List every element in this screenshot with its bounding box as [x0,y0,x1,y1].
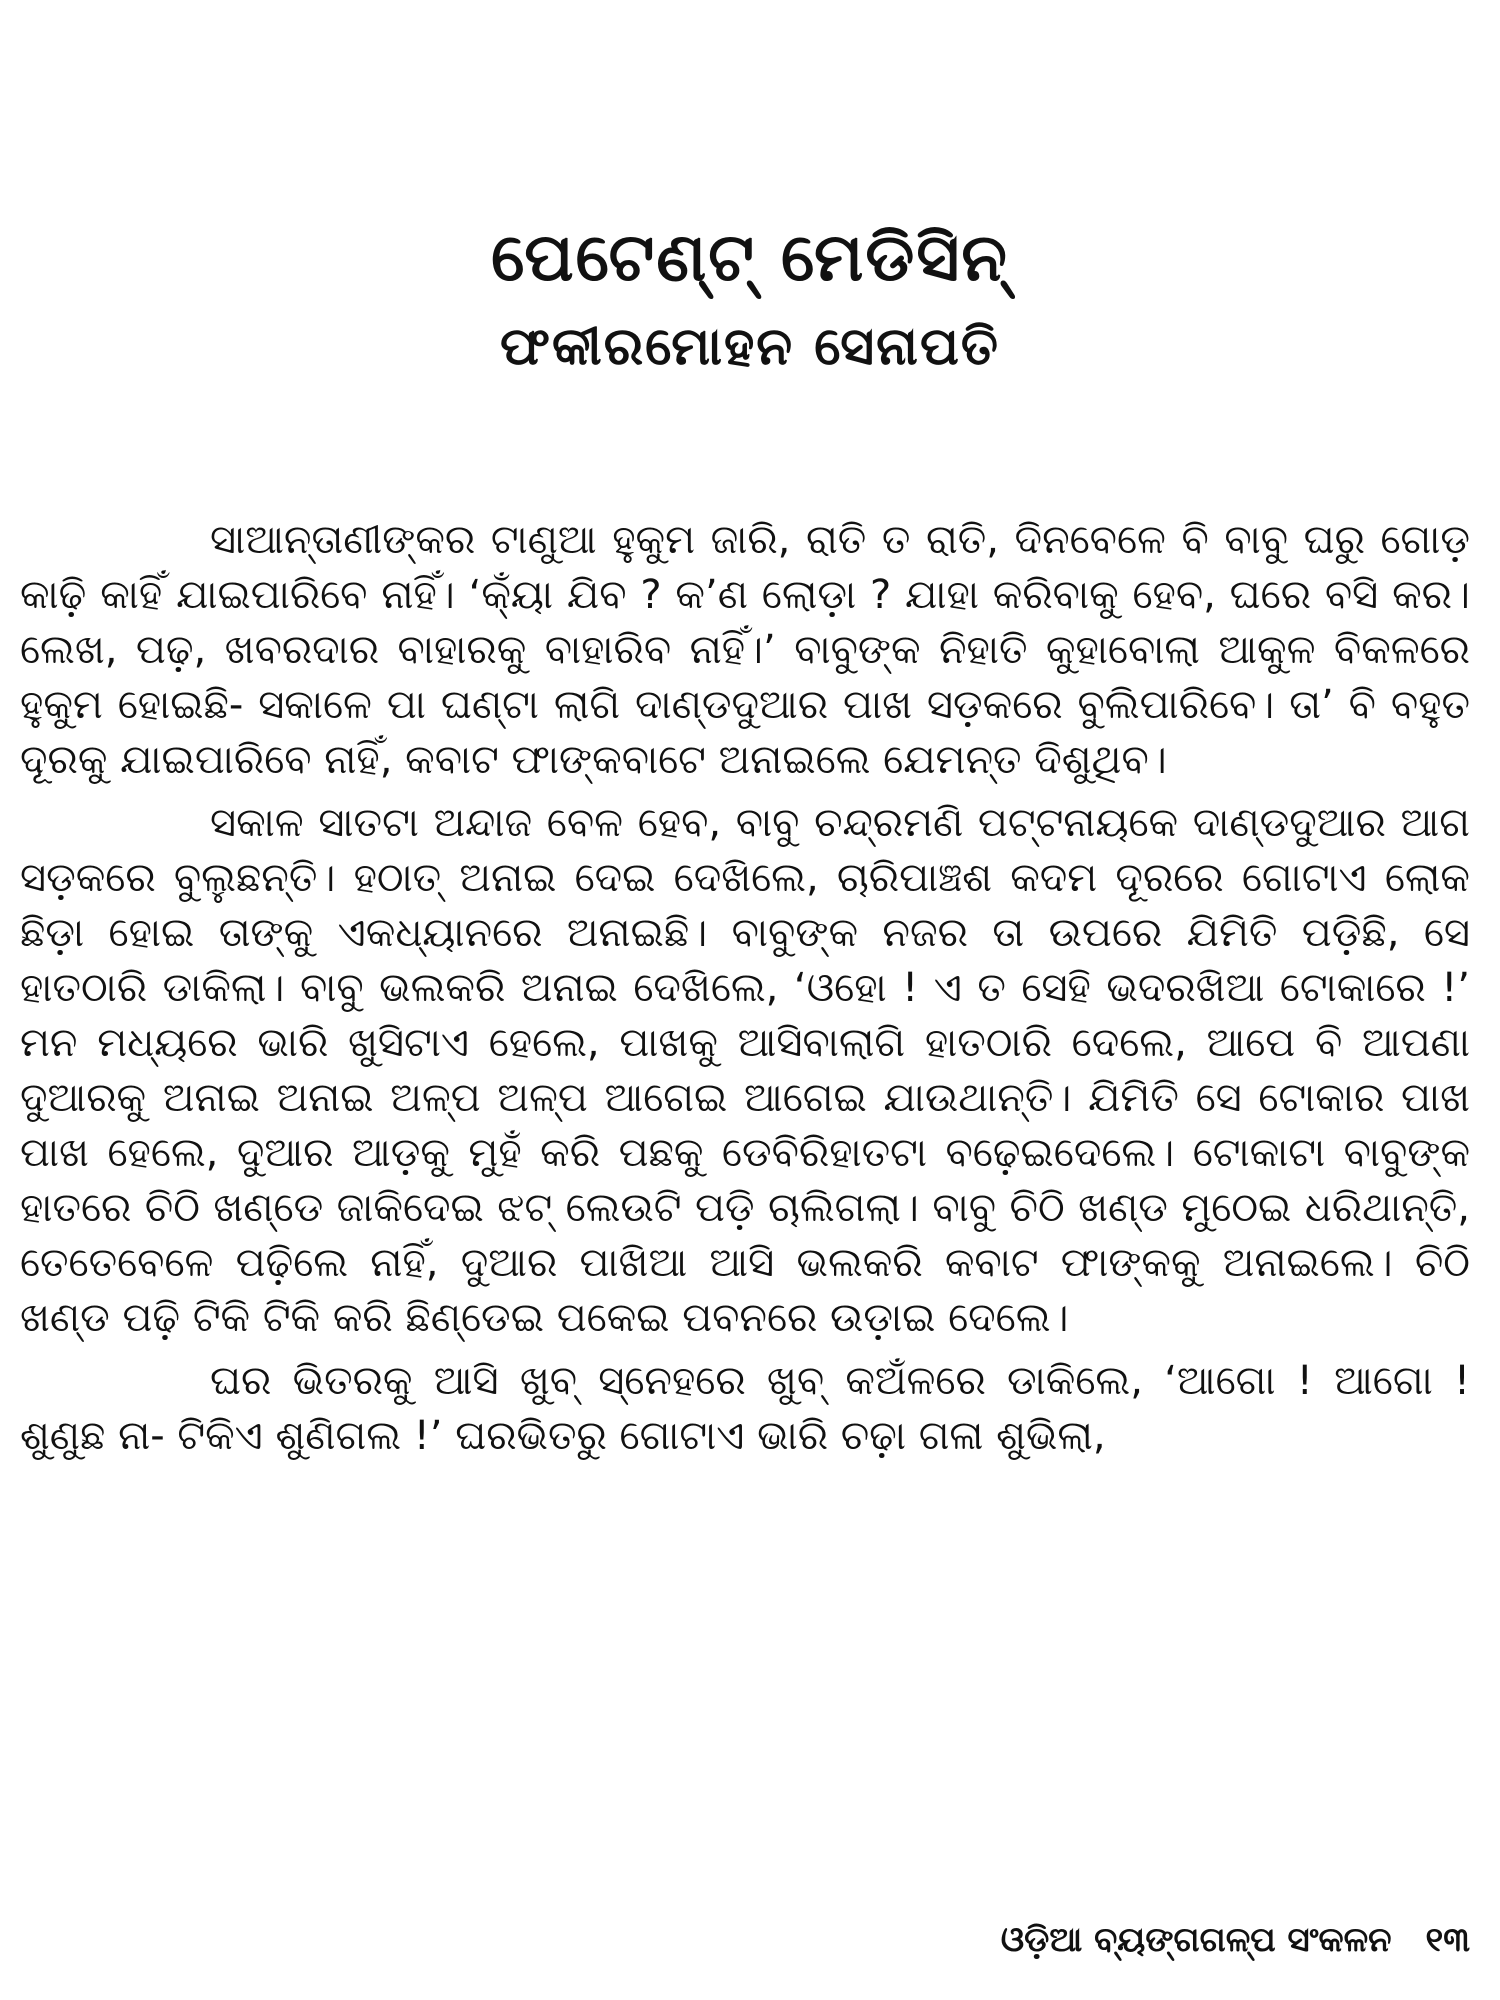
story-title: ପେଟେଣ୍ଟ୍ ମେଡିସିନ୍ [491,219,1009,296]
story-author: ଫକୀରମୋହନ ସେନାପତି [500,317,1000,377]
book-title: ଓଡ଼ିଆ ବ୍ୟଙ୍ଗଗଳ୍ପ ସଂକଳନ [1000,1920,1392,1960]
page-number: ୧୩ [1425,1920,1470,1960]
paragraph-2: ସକାଳ ସାତଟା ଅନ୍ଦାଜ ବେଳ ହେବ, ବାବୁ ଚନ୍ଦ୍ରମଣି ପଟ୍ଟନାୟକେ ଦାଣ୍ଡଦୁଆର ଆଗ ସଡ଼କରେ ବୁଲୁଛନ୍ତି। ହଠାତ୍ ଅନାଇ ଦେଇ ଦେଖିଲେ, ଚାରିପାଞ୍ଚଶ କଦମ ଦୂରରେ ଗୋଟାଏ ଲୋକ ଛିଡ଼ା ହୋଇ ତାଙ୍କୁ ଏକଧ୍ୟାନରେ ଅନାଇଛି। ବାବୁଙ୍କ ନଜର ତା ଉପରେ ଯିମିତି ପଡ଼ିଛି, ସେ ହାତଠାରି ଡାକିଲା। ବାବୁ ଭଲକରି ଅନାଇ ଦେଖିଲେ, ‘ଓହୋ ! ଏ ତ ସେହି ଭଦରଖିଆ ଟୋକାରେ !’ ମନ ମଧ୍ୟରେ ଭାରି ଖୁସିଟାଏ ହେଲେ, ପାଖକୁ ଆସିବାଲାଗି ହାତଠାରି ଦେଲେ, ଆପେ ବି ଆପଣା ଦୁଆରକୁ ଅନାଇ ଅନାଇ ଅଳ୍ପ ଅଳ୍ପ ଆଗେଇ ଆଗେଇ ଯାଉଥାନ୍ତି। ଯିମିତି ସେ ଟୋକାର ପାଖ ପାଖ ହେଲେ, ଦୁଆର ଆଡ଼କୁ ମୁହଁ କରି ପଛକୁ ଡେବିରିହାତଟା ବଢ଼େଇଦେଲେ। ଟୋକାଟା ବାବୁଙ୍କ ହାତରେ ଚିଠି ଖଣ୍ଡେ ଜାକିଦେଇ ଝଟ୍ ଲେଉଟି ପଡ଼ି ଚାଲିଗଲା। ବାବୁ ଚିଠି ଖଣ୍ଡ ମୁଠେଇ ଧରିଥାନ୍ତି, ତେତେବେଳେ ପଢ଼ିଲେ ନାହିଁ, ଦୁଆର ପାଖିଆ ଆସି ଭଲକରି କବାଟ ଫାଙ୍କକୁ ଅନାଇଲେ। ଚିଠି ଖଣ୍ଡ ପଢ଼ି ଟିକି ଟିକି କରି ଛିଣ୍ଡେଇ ପକେଇ ପବନରେ ଉଡ଼ାଇ ଦେଲେ। [20,800,1470,1341]
page-footer [1001,1920,1470,1960]
story-body [20,513,1470,1464]
paragraph-3: ଘର ଭିତରକୁ ଆସି ଖୁବ୍ ସ୍ନେହରେ ଖୁବ୍ କଅଁଳରେ ଡାକିଲେ, ‘ଆଗୋ ! ଆଗୋ ! ଶୁଣୁଛ ନା- ଟିକିଏ ଶୁଣିଗଲ !’ ଘରଭିତରୁ ଗୋଟାଏ ଭାରି ଚଢ଼ା ଗଳା ଶୁଭିଲା, [20,1358,1470,1459]
paragraph-1: ସାଆନ୍ତାଣୀଙ୍କର ଟାଣୁଆ ହୁକୁମ ଜାରି, ରାତି ତ ରାତି, ଦିନବେଳେ ବି ବାବୁ ଘରୁ ଗୋଡ଼ କାଢ଼ି କାହିଁ ଯାଇପାରିବେ ନାହିଁ। ‘କ୍ୟାଁ ଯିବ ? କ’ଣ ଲୋଡ଼ା ? ଯାହା କରିବାକୁ ହେବ, ଘରେ ବସି କର। ଲେଖ, ପଢ଼, ଖବରଦାର ବାହାରକୁ ବାହାରିବ ନାହିଁ।’ ବାବୁଙ୍କ ନିହାତି କୁହାବୋଲା ଆକୁଳ ବିକଳରେ ହୁକୁମ ହୋଇଛି- ସକାଳେ ପା ଘଣ୍ଟା ଲାଗି ଦାଣ୍ଡଦୁଆର ପାଖ ସଡ଼କରେ ବୁଲିପାରିବେ। ତା’ ବି ବହୁତ ଦୂରକୁ ଯାଇପାରିବେ ନାହିଁ, କବାଟ ଫାଙ୍କବାଟେ ଅନାଇଲେ ଯେମନ୍ତ ଦିଶୁଥିବ। [20,517,1470,783]
